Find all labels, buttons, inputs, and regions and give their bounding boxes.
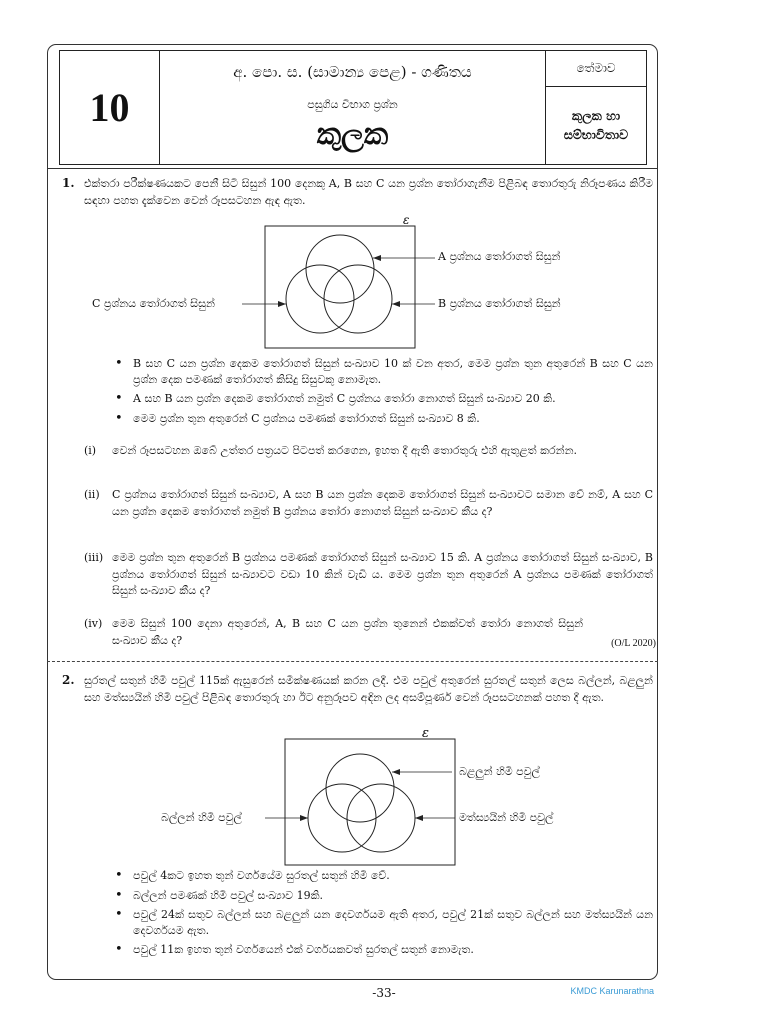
label-set-b: B ප්‍රශ්නය තෝරාගත් සිසුන් — [438, 297, 561, 310]
universal-set-rect — [265, 226, 415, 348]
part-text: C ප්‍රශ්නය තෝරාගත් සිසුන් සංඛ්‍යාව, A සහ B යන ප්‍රශ්න දෙකම තෝරාගත් සිසුන් සංඛ්‍යාවට සමාන වේ නම්, A සහ C යන ප්‍රශ්න දෙකම තෝරාගත් නමුත් B ප්‍රශ්නය තෝරා නොගත් සිසුන් සංඛ්‍යාව කීය ද? — [112, 488, 653, 518]
question-1-source: (O/L 2020) — [611, 638, 656, 649]
part-label: (i) — [84, 444, 97, 457]
header-box — [59, 50, 647, 165]
list-item: • B සහ C යන ප්‍රශ්න දෙකම තෝරාගත් සිසුන් සංඛ්‍යාව 10 ක් වන අතර, මෙම ප්‍රශ්න තුන අතුරෙන් B සහ C යන ප්‍රශ්න දෙක පමණක් තෝරාගත් කිසිදු සිසුවකු නොමැත. — [113, 356, 653, 387]
question-1-venn-diagram — [90, 212, 610, 352]
label-set-fish: මත්ස්‍යයින් හිමි පවුල් — [459, 811, 554, 824]
page-number: -33- — [372, 986, 396, 1000]
theme-name: කුලක හා සම්භාවිතාව — [563, 107, 629, 142]
header-divider — [47, 168, 658, 169]
list-item: • පවුල් 24ක් සතුව බල්ලන් සහ බළලුන් යන දෙවර්ගයම ඇති අතර, පවුල් 21ක් සතුව බල්ලන් සහ මත්ස්‍යයින් යන දෙවර්ගයම ඇත. — [113, 907, 653, 938]
set-dogs-circle — [308, 784, 376, 852]
part-text: මෙම සිසුන් 100 දෙනා අතුරෙන්, A, B සහ C යන ප්‍රශ්න තුනෙන් එකක්වත් තෝරා නොගත් සිසුන් සංඛ්‍යාව කීය ද? — [112, 617, 583, 647]
arrowhead-b — [392, 301, 400, 307]
part-text: වෙන් රූපසටහන ඔබේ උත්තර පත්‍රයට පිටපත් කරගෙන, ඉහත දී ඇති තොරතුරු එහි ඇතුළත් කරන්න. — [112, 444, 578, 457]
question-1-part-ii — [84, 487, 653, 520]
arrowhead-a — [373, 255, 381, 261]
venn-diagram-svg — [150, 724, 600, 870]
arrowhead-dogs — [300, 815, 308, 821]
question-2-conditions — [113, 868, 653, 962]
list-item: • A සහ B යන ප්‍රශ්න දෙකම තෝරාගත් නමුත් C ප්‍රශ්නය තෝරා නොගත් සිසුන් සංඛ්‍යාව 20 කි. — [113, 391, 653, 407]
set-cats-circle — [326, 754, 394, 822]
list-item: • මෙම ප්‍රශ්න තුන අතුරෙන් C ප්‍රශ්නය පමණක් තෝරාගත් සිසුන් සංඛ්‍යාව 8 කි. — [113, 411, 653, 427]
question-1-number: 1. — [62, 176, 75, 190]
question-1-part-iv — [84, 616, 653, 649]
question-1-intro: එක්තරා පරීක්ෂණයකට පෙනී සිටි සිසුන් 100 දෙනකු A, B සහ C යන ප්‍රශ්න තෝරාගැනීම පිළිබඳ තොරතුරු නිරූපණය කිරීම සඳහා පහත දැක්වෙන වෙන් රූපසටහන ඇඳ ඇත. — [84, 177, 653, 207]
question-2-venn-diagram — [150, 724, 600, 870]
list-item: • පවුල් 11ක ඉහත තුන් වර්ගයෙන් එක් වර්ගයකවත් සුරතල් සතුන් නොමැත. — [113, 942, 653, 958]
universal-set-rect — [285, 739, 455, 865]
question-divider — [47, 661, 658, 662]
author-credit: KMDC Karunarathna — [570, 986, 654, 996]
set-c-circle — [286, 265, 354, 333]
arrowhead-fish — [415, 815, 423, 821]
arrowhead-cats — [392, 769, 400, 775]
theme-label: තේමාව — [546, 51, 646, 87]
set-a-circle — [306, 235, 374, 303]
label-set-cats: බළලුන් හිමි පවුල් — [459, 765, 540, 778]
part-label: (iv) — [84, 617, 103, 630]
arrowhead-c — [278, 301, 286, 307]
set-fish-circle — [347, 784, 415, 852]
set-b-circle — [324, 265, 392, 333]
header-theme-box — [546, 51, 646, 164]
label-set-dogs: බල්ලන් හිමි පවුල් — [161, 811, 242, 824]
label-set-a: A ප්‍රශ්නය තෝරාගත් සිසුන් — [438, 250, 561, 263]
part-label: (iii) — [84, 551, 104, 564]
question-2-number: 2. — [62, 673, 75, 687]
question-1-part-i — [84, 443, 653, 460]
universal-symbol: ε — [403, 213, 410, 227]
subject-title: අ. පො. ස. (සාමාන්‍ය පෙළ) - ගණිතය — [233, 63, 472, 81]
grade-number: 10 — [60, 51, 160, 164]
part-text: මෙම ප්‍රශ්න තුන අතුරෙන් B ප්‍රශ්නය පමණක් තෝරාගත් සිසුන් සංඛ්‍යාව 15 කි. A ප්‍රශ්නය තෝරාගත් සිසුන් සංඛ්‍යාව, B ප්‍රශ්නය තෝරාගත් සිසුන් සංඛ්‍යාවට වඩා 10 කින් වැඩි ය. මෙම ප්‍රශ්න තුන අතුරෙන් A ප්‍රශ්නය පමණක් තෝරාගත් සිසුන් සංඛ්‍යාව කීය ද? — [112, 551, 653, 597]
list-item: • පවුල් 4කට ඉහත තුන් වර්ගයේම සුරතල් සතුන් හිමි වේ. — [113, 868, 653, 884]
part-label: (ii) — [84, 488, 100, 501]
venn-diagram-svg — [90, 212, 610, 352]
question-1-conditions — [113, 356, 653, 430]
header-center — [160, 51, 546, 164]
list-item: • බල්ලන් පමණක් හිමි පවුල් සංඛ්‍යාව 19කි. — [113, 888, 653, 904]
paper-type: පසුගිය විභාග ප්‍රශ්න — [307, 98, 398, 111]
universal-symbol: ε — [422, 726, 429, 741]
topic-title: කුලක — [316, 117, 389, 152]
question-2-intro: සුරතල් සතුන් හිමි පවුල් 115ක් ඇසුරෙන් සමීක්ෂණයක් කරන ලදී. එම පවුල් අතුරෙන් සුරතල් සතුන් ලෙස බල්ලන්, බළලුන් සහ මත්ස්‍යයින් හිමි පවුල් පිළිබඳ තොරතුරු හා ඊට අනුරූපව අඳින ලද අසම්පූර්ණ වෙන් රූපසටහනක් පහත දී ඇත. — [84, 674, 653, 704]
question-1-part-iii — [84, 550, 653, 600]
label-set-c: C ප්‍රශ්නය තෝරාගත් සිසුන් — [92, 297, 215, 310]
